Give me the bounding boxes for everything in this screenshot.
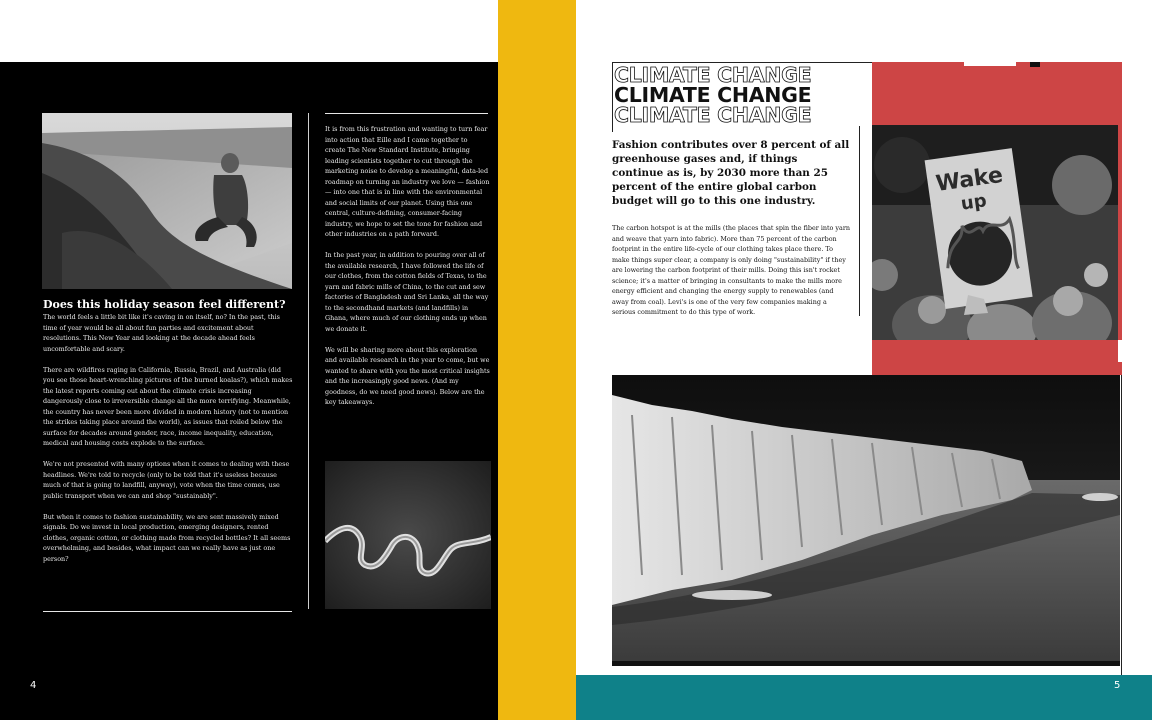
protest-photo-image (872, 125, 1118, 340)
col2-paragraph: We will be sharing more about this exploration and available research in the year to come, but we wanted to share with you the most critical insights and the increasingly good news. (And my goodness, do we need good news). Below are the key takeaways. (325, 345, 490, 406)
col1-paragraph: There are wildfires raging in California, Russia, Brazil, and Australia (did you see those heart-wrenching pictures of the burned koalas?), which makes the latest reports coming out about the climate crisis increasing dangerously close to irreversible change all the more terrifying. Meanwhile, the country has never been more divided in modern history (not to mention the strikes taking place around the world), as issues that roiled below the surface for decades around gender, race, income inequality, education, medical and housing costs explode to the surface. (43, 365, 293, 447)
title-line-outline-bottom: CLIMATE CHANGE (614, 103, 812, 127)
glacier-photo (612, 375, 1120, 666)
right-body-text: The carbon hotspot is at the mills (the places that spin the fiber into yarn and weave that yarn into fabric). More than 75 percent of the carbon footprint in the entire life-cycle of our clothing takes place there. To make things super clear, a company is only doing "sustainability" if they are lowering the carbon footprint of their mills. Doing this isn't rocket science; it's a matter of bringing in consultants to make the mills more energy efficient and changing the energy supply to renewables (and away from coal). Levi's is one of the very few companies making a serious commitment to do this type of work. (612, 224, 851, 316)
protest-photo (872, 125, 1118, 340)
left-column-1 (43, 312, 293, 575)
river-aerial-photo (325, 461, 491, 609)
title-line-outline-top: CLIMATE CHANGE (614, 63, 812, 87)
title-left-rule (612, 62, 613, 132)
article-heading: Does this holiday season feel different? (43, 298, 286, 311)
right-page-number: 5 (1114, 680, 1121, 691)
col2-paragraph: In the past year, in addition to pouring over all of the available research, I have followed the life of our clothes, from the cotton fields of Texas, to the yarn and fabric mills of China, to the cut and sew factories of Bangladesh and Sri Lanka, all the way to the secondhand markets (and landfills) in Ghana, where much of our clothing ends up when we donate it. (325, 251, 489, 333)
col1-bottom-rule (43, 611, 292, 612)
river-aerial-image (325, 461, 491, 609)
lead-side-rule (859, 126, 860, 316)
sign-word-2: up (959, 190, 988, 215)
lead-paragraph: Fashion contributes over 8 percent of all greenhouse gases and, if things continue as is, by 2030 more than 25 percent of the entire global carbon budget will go to this one industry. (612, 139, 850, 207)
red-block-white-notch (1118, 340, 1122, 362)
yellow-band (498, 0, 576, 720)
coast-photo-image (42, 113, 292, 289)
col1-paragraph: We're not presented with many options when it comes to dealing with these headlines. We're told to recycle (only to be told that it's useless because much of that is going to landfill, anyway), vote when the time comes, use public transport when we can and shop "sustainably". (43, 460, 290, 500)
col1-paragraph: The world feels a little bit like it's caving in on itself, no? In the past, this time of year would be all about fun parties and excitement about resolutions. This New Year and looking at the decade ahead feels uncomfortable and scary. (43, 313, 280, 353)
column-divider (308, 113, 309, 609)
header-white-tab (964, 62, 1016, 66)
col1-paragraph: But when it comes to fashion sustainability, we are sent massively mixed signals. Do we invest in local production, emerging designers, rented clothes, organic cotton, or clothing made from recycled bottles? It all seems overwhelming, and besides, what impact can we really have as just one person? (43, 512, 291, 563)
teal-band (576, 675, 1152, 720)
coast-photo (42, 113, 292, 289)
sign-word-1: Wake (934, 162, 1005, 197)
title-line-solid: CLIMATE CHANGE (614, 83, 812, 107)
col2-top-rule (325, 113, 488, 114)
left-column-2 (325, 124, 490, 418)
glacier-photo-image (612, 375, 1120, 666)
header-black-tab (1030, 62, 1040, 67)
left-page-number: 4 (30, 680, 37, 691)
col2-paragraph: It is from this frustration and wanting to turn fear into action that Eille and I came together to create The New Standard Institute, bringing leading scientists together to cut through the marketing noise to develop a meaningful, data-led roadmap on turning an industry we love — fashion — into one that is in line with the environmental and social limits of our planet. Using this one central, culture-defining, consumer-facing industry, we hope to set the tone for fashion and other industries on a path forward. (325, 125, 490, 238)
